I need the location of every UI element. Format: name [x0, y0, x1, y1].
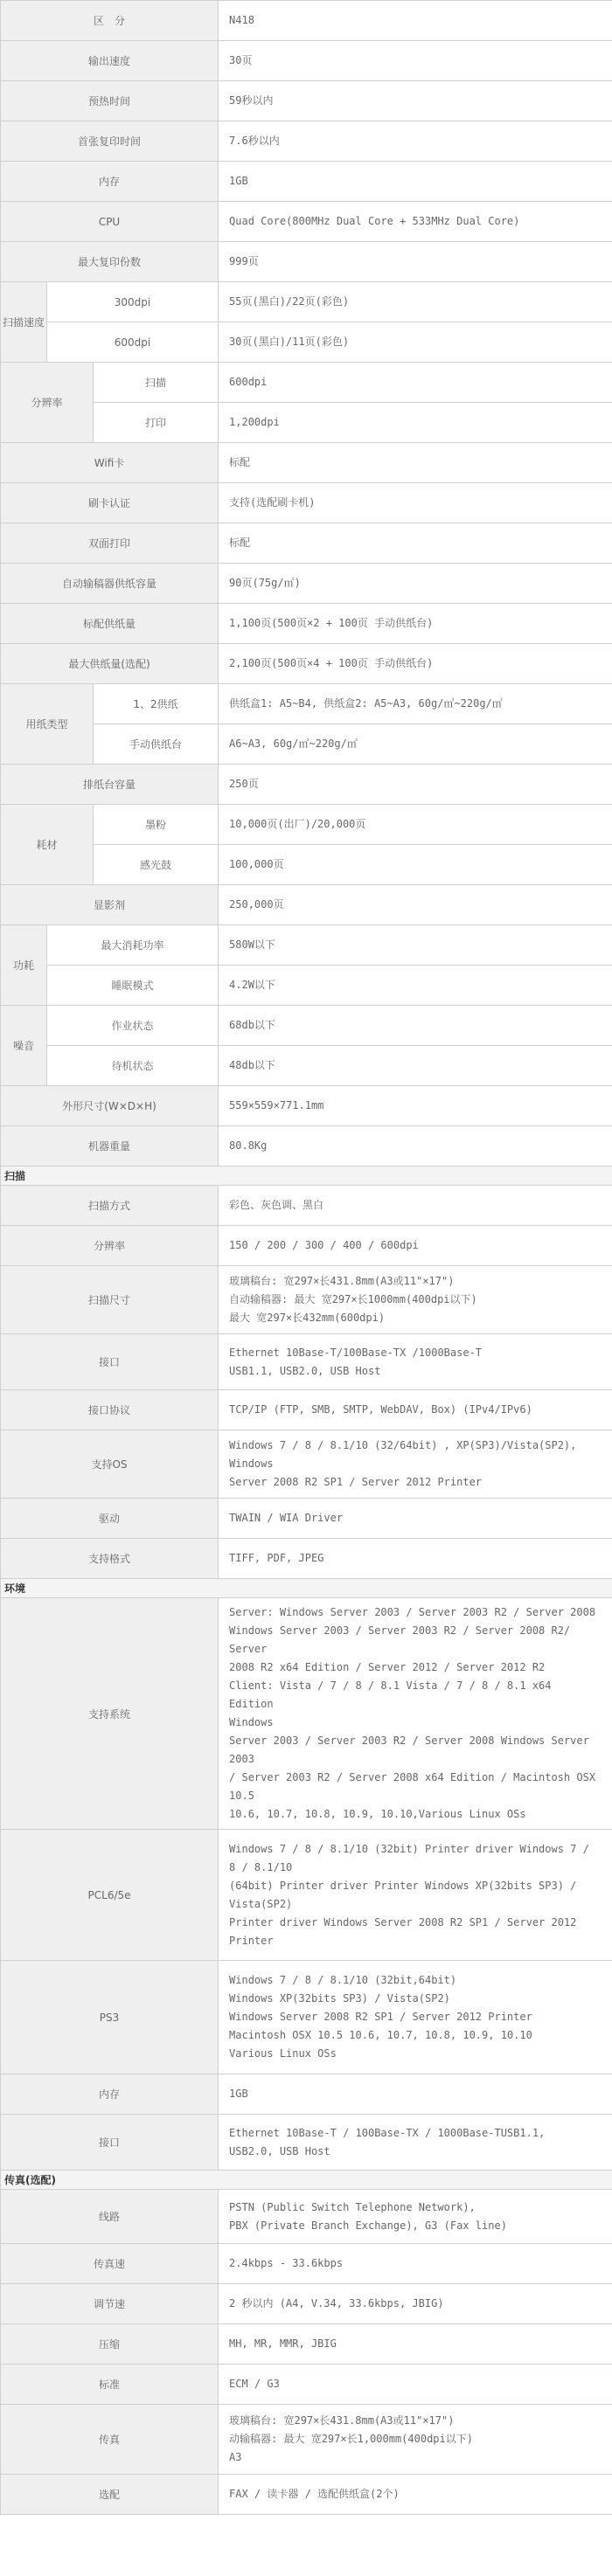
- spec-row: [1, 282, 612, 322]
- spec-value: 1,200dpi: [219, 403, 612, 443]
- spec-value: 2 秒以内 (A4, V.34, 33.6kbps, JBIG): [219, 2284, 612, 2324]
- spec-label: 标准: [1, 2365, 219, 2405]
- spec-row: [1, 1086, 612, 1126]
- spec-label: 压缩: [1, 2324, 219, 2365]
- spec-label: 机器重量: [1, 1126, 219, 1167]
- spec-row: [1, 443, 612, 483]
- spec-value: 250,000页: [219, 885, 612, 925]
- spec-value: 580W以下: [219, 925, 612, 966]
- spec-row: [1, 966, 612, 1006]
- spec-label: 传真速: [1, 2244, 219, 2284]
- spec-label: 支持OS: [1, 1430, 219, 1499]
- spec-value: 玻璃稿台: 宽297×长431.8mm(A3或11"×17") 自动输稿器: 最大 宽297×长1000mm(400dpi以下) 最大 宽297×长432mm(600dpi): [219, 1266, 612, 1334]
- spec-row: [1, 363, 612, 403]
- spec-value: ECM / G3: [219, 2365, 612, 2405]
- spec-row: [1, 121, 612, 162]
- spec-value: 2.4kbps - 33.6kbps: [219, 2244, 612, 2284]
- spec-row: [1, 2190, 612, 2244]
- spec-value: 4.2W以下: [219, 966, 612, 1006]
- spec-value: 100,000页: [219, 845, 612, 885]
- spec-value: 999页: [219, 242, 612, 282]
- spec-row: [1, 1186, 612, 1226]
- spec-sub-label: 墨粉: [94, 805, 219, 845]
- spec-label: 线路: [1, 2190, 219, 2244]
- spec-value: A6~A3, 60g/㎡~220g/㎡: [219, 724, 612, 765]
- spec-row: [1, 322, 612, 363]
- spec-row: [1, 684, 612, 724]
- spec-row: [1, 41, 612, 81]
- spec-row: [1, 564, 612, 604]
- spec-value: 30页: [219, 41, 612, 81]
- spec-row: [1, 1430, 612, 1499]
- spec-value: 供纸盒1: A5~B4, 供纸盒2: A5~A3, 60g/㎡~220g/㎡: [219, 684, 612, 724]
- spec-value: TCP/IP (FTP, SMB, SMTP, WebDAV, Box) (IPv4/IPv6): [219, 1390, 612, 1430]
- spec-label: 驱动: [1, 1499, 219, 1539]
- spec-value: 1GB: [219, 2074, 612, 2115]
- spec-sub-label: 感光鼓: [94, 845, 219, 885]
- spec-row: [1, 2244, 612, 2284]
- spec-value: 59秒以内: [219, 81, 612, 121]
- spec-row: [1, 1579, 612, 1598]
- spec-row: [1, 202, 612, 242]
- spec-row: [1, 81, 612, 121]
- spec-label: 接口: [1, 2115, 219, 2171]
- spec-value: 标配: [219, 443, 612, 483]
- spec-label: CPU: [1, 202, 219, 242]
- spec-sub-label: 600dpi: [47, 322, 219, 363]
- spec-value: TWAIN / WIA Driver: [219, 1499, 612, 1539]
- spec-label: 最大供纸量(选配): [1, 644, 219, 684]
- spec-value: 559×559×771.1mm: [219, 1086, 612, 1126]
- spec-label: 扫描方式: [1, 1186, 219, 1226]
- spec-value: 48db以下: [219, 1046, 612, 1086]
- spec-value: 彩色、灰色调、黑白: [219, 1186, 612, 1226]
- spec-value: 90页(75g/㎡): [219, 564, 612, 604]
- spec-value: Quad Core(800MHz Dual Core + 533MHz Dual Core): [219, 202, 612, 242]
- spec-row: [1, 1167, 612, 1186]
- spec-label: 内存: [1, 2074, 219, 2115]
- spec-label: 内存: [1, 162, 219, 202]
- spec-sub-label: 1、2供纸: [94, 684, 219, 724]
- spec-row: [1, 1, 612, 41]
- spec-value: 支持(选配刷卡机): [219, 483, 612, 523]
- spec-label: 支持系统: [1, 1598, 219, 1830]
- spec-value: Windows 7 / 8 / 8.1/10 (32/64bit) , XP(SP3)/Vista(SP2), Windows Server 2008 R2 SP1 / Server 2012 Printer: [219, 1430, 612, 1499]
- spec-group-label: 分辨率: [1, 363, 94, 443]
- spec-label: 双面打印: [1, 523, 219, 564]
- spec-label: 显影剂: [1, 885, 219, 925]
- spec-value: FAX / 读卡器 / 选配供纸盒(2个): [219, 2475, 612, 2515]
- spec-sub-label: 300dpi: [47, 282, 219, 322]
- spec-label: 选配: [1, 2475, 219, 2515]
- spec-row: [1, 644, 612, 684]
- spec-row: [1, 2074, 612, 2115]
- spec-row: [1, 1046, 612, 1086]
- spec-row: [1, 1390, 612, 1430]
- spec-label: 区 分: [1, 1, 219, 41]
- spec-value: 30页(黑白)/11页(彩色): [219, 322, 612, 363]
- spec-row: [1, 162, 612, 202]
- spec-row: [1, 1226, 612, 1266]
- spec-label: 首张复印时间: [1, 121, 219, 162]
- spec-value: 标配: [219, 523, 612, 564]
- spec-row: [1, 885, 612, 925]
- spec-label: 排纸台容量: [1, 765, 219, 805]
- spec-row: [1, 242, 612, 282]
- spec-group-label: 噪音: [1, 1006, 47, 1086]
- spec-value: TIFF, PDF, JPEG: [219, 1539, 612, 1579]
- spec-group-label: 扫描速度: [1, 282, 47, 363]
- spec-row: [1, 925, 612, 966]
- spec-value: PSTN (Public Switch Telephone Network), PBX (Private Branch Exchange), G3 (Fax line): [219, 2190, 612, 2244]
- spec-row: [1, 2405, 612, 2475]
- spec-sub-label: 作业状态: [47, 1006, 219, 1046]
- spec-row: [1, 2115, 612, 2171]
- spec-label: 预热时间: [1, 81, 219, 121]
- spec-row: [1, 1539, 612, 1579]
- spec-sub-label: 扫描: [94, 363, 219, 403]
- spec-row: [1, 2475, 612, 2515]
- spec-group-label: 用纸类型: [1, 684, 94, 765]
- spec-label: 支持格式: [1, 1539, 219, 1579]
- spec-sub-label: 睡眠模式: [47, 966, 219, 1006]
- spec-value: 80.8Kg: [219, 1126, 612, 1167]
- spec-label: 输出速度: [1, 41, 219, 81]
- spec-value: Server: Windows Server 2003 / Server 2003 R2 / Server 2008 Windows Server 2003 / Server 2003 R2 / Server 2008 R2/ Server 2008 R2 x64 Edition / Server 2012 / Server 2012 R2 Client: Vista / 7 / 8 / 8.1 Vista / 7 / 8 / 8.1 x64 Edition Windows Server 2003 / Server 2003 R2 / Server 2008 Windows Server 2003 / Server 2003 R2 / Server 2008 x64 Edition / Macintosh OSX 10.5 10.6, 10.7, 10.8, 10.9, 10.10,Various Linux OSs: [219, 1598, 612, 1830]
- spec-row: [1, 1499, 612, 1539]
- spec-row: [1, 1830, 612, 1961]
- spec-label: PS3: [1, 1961, 219, 2074]
- spec-row: [1, 523, 612, 564]
- section-header: 环境: [1, 1579, 612, 1598]
- spec-value: Ethernet 10Base-T / 100Base-TX / 1000Base-TUSB1.1, USB2.0, USB Host: [219, 2115, 612, 2171]
- spec-value: 68db以下: [219, 1006, 612, 1046]
- spec-row: [1, 1126, 612, 1167]
- spec-row: [1, 2171, 612, 2190]
- spec-value: 55页(黑白)/22页(彩色): [219, 282, 612, 322]
- spec-row: [1, 2365, 612, 2405]
- spec-sub-label: 最大消耗功率: [47, 925, 219, 966]
- spec-label: Wifi卡: [1, 443, 219, 483]
- spec-row: [1, 1006, 612, 1046]
- spec-sub-label: 手动供纸台: [94, 724, 219, 765]
- spec-value: 600dpi: [219, 363, 612, 403]
- spec-value: MH, MR, MMR, JBIG: [219, 2324, 612, 2365]
- spec-value: 250页: [219, 765, 612, 805]
- spec-row: [1, 1334, 612, 1390]
- spec-label: 标配供纸量: [1, 604, 219, 644]
- spec-row: [1, 1961, 612, 2074]
- spec-label: 外形尺寸(W×D×H): [1, 1086, 219, 1126]
- spec-row: [1, 2324, 612, 2365]
- spec-value: Windows 7 / 8 / 8.1/10 (32bit,64bit) Windows XP(32bits SP3) / Vista(SP2) Windows Server 2008 R2 SP1 / Server 2012 Printer Macintosh OSX 10.5 10.6, 10.7, 10.8, 10.9, 10.10 Various Linux OSs: [219, 1961, 612, 2074]
- spec-value: 10,000页(出厂)/20,000页: [219, 805, 612, 845]
- spec-label: 接口协议: [1, 1390, 219, 1430]
- spec-label: 扫描尺寸: [1, 1266, 219, 1334]
- spec-group-label: 耗材: [1, 805, 94, 885]
- spec-label: 调节速: [1, 2284, 219, 2324]
- section-header: 扫描: [1, 1167, 612, 1186]
- spec-label: 最大复印份数: [1, 242, 219, 282]
- spec-sub-label: 打印: [94, 403, 219, 443]
- spec-group-label: 功耗: [1, 925, 47, 1006]
- spec-value: Ethernet 10Base-T/100Base-TX /1000Base-T USB1.1, USB2.0, USB Host: [219, 1334, 612, 1390]
- section-header: 传真(选配): [1, 2171, 612, 2190]
- spec-row: [1, 483, 612, 523]
- spec-row: [1, 805, 612, 845]
- spec-value: N418: [219, 1, 612, 41]
- spec-row: [1, 765, 612, 805]
- spec-label: 自动输稿器供纸容量: [1, 564, 219, 604]
- spec-row: [1, 604, 612, 644]
- spec-label: 分辨率: [1, 1226, 219, 1266]
- spec-value: 7.6秒以内: [219, 121, 612, 162]
- spec-sub-label: 待机状态: [47, 1046, 219, 1086]
- spec-row: [1, 2284, 612, 2324]
- spec-label: 接口: [1, 1334, 219, 1390]
- spec-label: 传真: [1, 2405, 219, 2475]
- spec-value: 150 / 200 / 300 / 400 / 600dpi: [219, 1226, 612, 1266]
- spec-label: PCL6/5e: [1, 1830, 219, 1961]
- spec-label: 刷卡认证: [1, 483, 219, 523]
- spec-row: [1, 1266, 612, 1334]
- spec-value: Windows 7 / 8 / 8.1/10 (32bit) Printer driver Windows 7 / 8 / 8.1/10 (64bit) Printer driver Printer Windows XP(32bits SP3) / Vista(SP2) Printer driver Windows Server 2008 R2 SP1 / Server 2012 Printer: [219, 1830, 612, 1961]
- spec-value: 玻璃稿台: 宽297×长431.8mm(A3或11"×17") 动输稿器: 最大 宽297×长1,000mm(400dpi以下) A3: [219, 2405, 612, 2475]
- spec-value: 1,100页(500页×2 + 100页 手动供纸台): [219, 604, 612, 644]
- spec-value: 1GB: [219, 162, 612, 202]
- spec-value: 2,100页(500页×4 + 100页 手动供纸台): [219, 644, 612, 684]
- spec-row: [1, 1598, 612, 1830]
